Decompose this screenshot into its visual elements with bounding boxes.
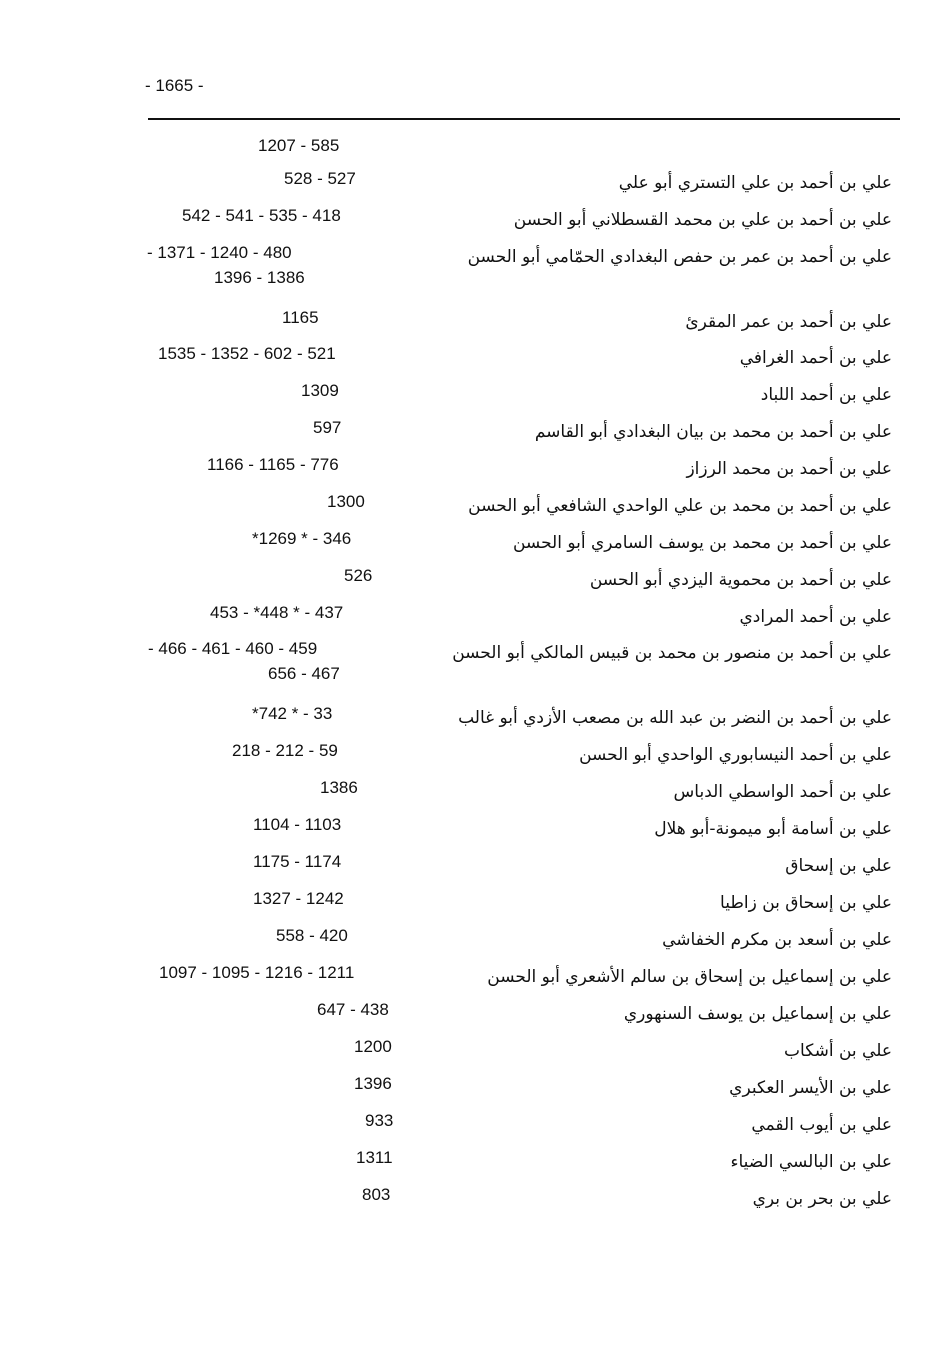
page-number: - 1665 - [145, 76, 204, 95]
page-refs: 453 - *448 * - 437 [210, 603, 344, 622]
entry-name: علي بن إسحاق [785, 856, 892, 876]
entry-name: علي بن أحمد بن علي التستري أبو علي [618, 173, 892, 193]
page-refs: 1097 - 1095 - 1216 - 1211 [159, 963, 355, 982]
index-entry [0, 775, 950, 809]
index-entry [0, 738, 950, 772]
page-refs-continued: 656 - 467 [268, 664, 340, 683]
page-refs-continued: 1396 - 1386 [214, 268, 305, 287]
index-entry [0, 1071, 950, 1105]
entry-name: علي بن أحمد المرادي [739, 607, 892, 627]
entry-name: علي بن أحمد بن محمد الرزاز [686, 459, 892, 479]
entry-name: علي بن أحمد بن عمر بن حفص البغدادي الحمّامي أبو الحسن [467, 247, 892, 267]
entry-name: علي بن إسماعيل بن يوسف السنهوري [623, 1004, 892, 1024]
page-refs: 1104 - 1103 [253, 815, 342, 834]
entry-name: علي بن أحمد بن محمد بن علي الواحدي الشافعي أبو الحسن [468, 496, 892, 516]
entry-name: علي بن إسماعيل بن إسحاق بن سالم الأشعري أبو الحسن [487, 967, 892, 987]
index-entry [0, 997, 950, 1031]
index-entry [0, 1108, 950, 1142]
index-entry [0, 960, 950, 994]
entry-name: علي بن أحمد بن النضر بن عبد الله بن مصعب الأزدي أبو غالب [458, 708, 892, 728]
index-entry [0, 378, 950, 412]
page-refs: - 1371 - 1240 - 480 [147, 243, 292, 262]
index-entry [0, 923, 950, 957]
entry-name: علي بن أحمد النيسابوري الواحدي أبو الحسن [579, 745, 892, 765]
entry-name: علي بن أسامة أبو ميمونة-أبو هلال [654, 819, 892, 839]
top-continuation-line [0, 133, 950, 167]
index-entry [0, 563, 950, 597]
page-refs: 558 - 420 [276, 926, 348, 945]
entry-name: علي بن أحمد بن محموية اليزدي أبو الحسن [589, 570, 892, 590]
entry-name: علي بن أسعد بن مكرم الخفاشي [662, 930, 892, 950]
index-entry [0, 849, 950, 883]
page-refs: 647 - 438 [317, 1000, 389, 1019]
page-refs: 1396 [354, 1074, 392, 1093]
header-rule [148, 118, 900, 120]
index-entry [0, 305, 950, 339]
entry-name: علي بن أحمد الواسطي الدباس [673, 782, 892, 802]
index-entry [0, 701, 950, 735]
index-entry [0, 1145, 950, 1179]
page-refs: 1309 [301, 381, 339, 400]
index-entry [0, 166, 950, 200]
page-refs: 1311 [356, 1148, 393, 1167]
page-refs: 528 - 527 [284, 169, 356, 188]
entry-name: علي بن أحمد الغرافي [739, 348, 892, 368]
entry-name: علي بن أشكاب [784, 1041, 892, 1061]
page-refs: 1300 [327, 492, 365, 511]
index-entry [0, 240, 950, 287]
index-entry [0, 636, 950, 683]
page-refs: 1175 - 1174 [253, 852, 342, 871]
page-refs: 1207 - 585 [258, 136, 340, 155]
page-refs: 526 [344, 566, 373, 585]
page-refs: 933 [365, 1111, 394, 1130]
entry-name: علي بن أحمد بن منصور بن محمد بن قبيس المالكي أبو الحسن [452, 643, 892, 663]
page-refs: 1386 [320, 778, 358, 797]
entry-name: علي بن البالسي الضياء [730, 1152, 892, 1172]
index-entry [0, 886, 950, 920]
entry-name: علي بن أحمد اللباد [760, 385, 892, 405]
page-refs: 1535 - 1352 - 602 - 521 [158, 344, 336, 363]
index-entry [0, 1182, 950, 1216]
index-entry [0, 600, 950, 634]
index-entry [0, 812, 950, 846]
index-entry [0, 415, 950, 449]
page-refs: 803 [362, 1185, 391, 1204]
entry-name: علي بن إسحاق بن زاطيا [720, 893, 892, 913]
entry-name: علي بن أحمد بن محمد بن بيان البغدادي أبو القاسم [534, 422, 892, 442]
entry-name: علي بن أحمد بن علي بن محمد القسطلاني أبو الحسن [513, 210, 892, 230]
index-entry [0, 452, 950, 486]
index-entry [0, 1034, 950, 1068]
page-refs: 1200 [354, 1037, 392, 1056]
entry-name: علي بن أحمد بن محمد بن يوسف السامري أبو الحسن [512, 533, 892, 553]
entry-name: علي بن أيوب القمي [751, 1115, 892, 1135]
entry-name: علي بن بحر بن بري [752, 1189, 892, 1209]
page-refs: 1166 - 1165 - 776 [207, 455, 339, 474]
page-refs: *1269 * - 346 [252, 529, 352, 548]
entry-name: علي بن أحمد بن عمر المقرئ [685, 312, 892, 332]
index-entry [0, 489, 950, 523]
page-refs: 1327 - 1242 [253, 889, 344, 908]
page-refs: - 466 - 461 - 460 - 459 [148, 639, 318, 658]
page-refs: 597 [313, 418, 342, 437]
page-refs: *742 * - 33 [252, 704, 333, 723]
entry-name: علي بن الأيسر العكبري [729, 1078, 892, 1098]
index-entry [0, 341, 950, 375]
index-entry [0, 526, 950, 560]
page-refs: 1165 [282, 308, 319, 327]
page-refs: 542 - 541 - 535 - 418 [182, 206, 341, 225]
page-refs: 218 - 212 - 59 [232, 741, 338, 760]
index-entry [0, 203, 950, 237]
